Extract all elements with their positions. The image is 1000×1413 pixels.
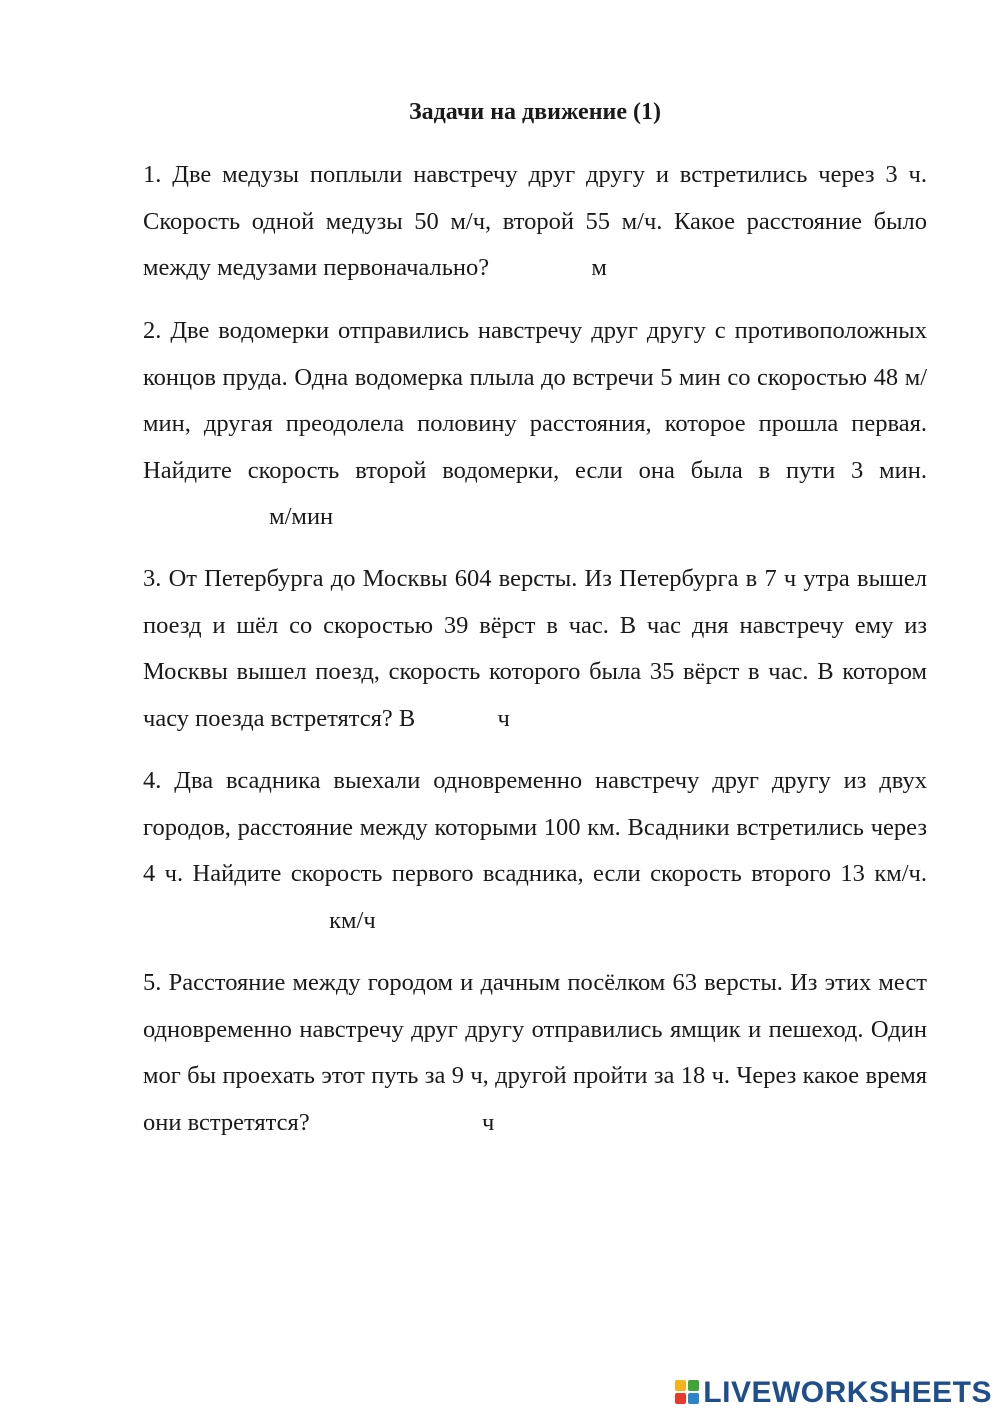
page-title: Задачи на движение (1) bbox=[409, 99, 661, 125]
liveworksheets-logo-icon bbox=[675, 1380, 701, 1406]
task-4-unit: км/ч bbox=[329, 906, 376, 934]
task-1-text: 1. Две медузы поплыли навстречу друг другу и встретились через 3 ч. Скорость одной медузы 50 м/ч, второй 55 м/ч. Какое расстояние было между медузами первоначально? bbox=[143, 161, 927, 282]
task-2-answer-input[interactable] bbox=[143, 504, 263, 534]
task-3-answer-input[interactable] bbox=[421, 705, 491, 735]
task-1 bbox=[143, 152, 927, 292]
task-3 bbox=[143, 556, 927, 742]
task-5-answer-input[interactable] bbox=[316, 1109, 476, 1139]
task-4 bbox=[143, 758, 927, 944]
task-5-text: 5. Расстояние между городом и дачным посёлком 63 версты. Из этих мест одновременно навстречу друг другу отправились ямщик и пешеход. Один мог бы проехать этот путь за 9 ч, другой пройти за 18 ч. Через какое время они встретятся? bbox=[143, 969, 927, 1136]
task-4-answer-input[interactable] bbox=[143, 907, 323, 937]
liveworksheets-brand bbox=[675, 1375, 992, 1411]
task-1-answer-input[interactable] bbox=[495, 255, 585, 285]
task-3-text: 3. От Петербурга до Москвы 604 версты. Из Петербурга в 7 ч утра вышел поезд и шёл со скоростью 39 вёрст в час. В час дня навстречу ему из Москвы вышел поезд, скорость которого была 35 вёрст в час. В котором часу поезда встретятся? В bbox=[143, 565, 927, 732]
task-1-unit: м bbox=[591, 254, 607, 282]
task-5-unit: ч bbox=[481, 1108, 495, 1136]
task-2 bbox=[143, 308, 927, 541]
task-5 bbox=[143, 960, 927, 1146]
task-4-text: 4. Два всадника выехали одновременно навстречу друг другу из двух городов, расстояние между которыми 100 км. Всадники встретились через 4 ч. Найдите скорость первого всадника, если скорость второго 13 км/ч. bbox=[143, 767, 927, 888]
task-3-unit: ч bbox=[497, 704, 510, 732]
task-2-unit: м/мин bbox=[269, 503, 334, 531]
brand-text: LIVEWORKSHEETS bbox=[703, 1376, 992, 1409]
task-2-text: 2. Две водомерки отправились навстречу друг другу с противоположных концов пруда. Одна водомерка плыла до встречи 5 мин со скоростью 48 м/мин, другая преодолела половину расстояния, которое прошла первая. Найдите скорость второй водомерки, если она была в пути 3 мин. bbox=[143, 317, 927, 484]
